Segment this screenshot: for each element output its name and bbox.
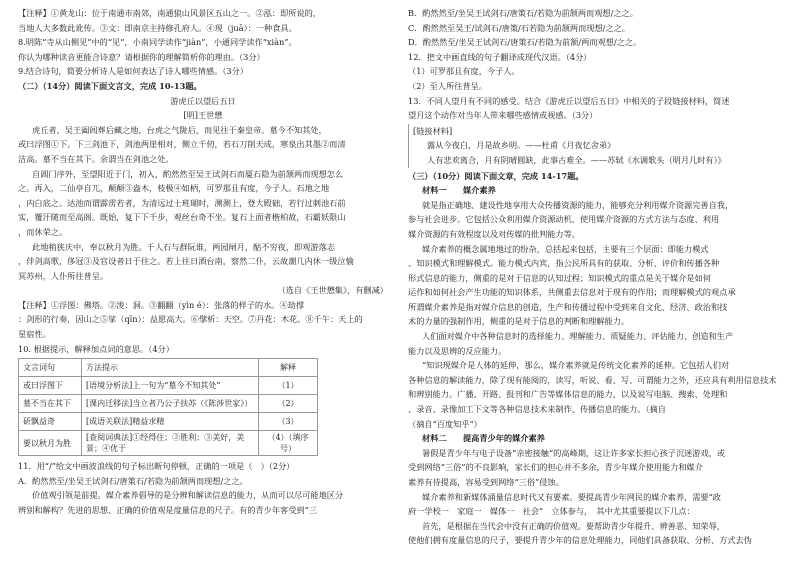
material2-line: 暑假是青少年与电子设备“亲密接触”的高峰期，这让许多家长担心孩子沉迷游戏，或 (422, 447, 726, 458)
table-cell: [查阅词典法]①经得住；②胜利；③美好，美景；④优于 (82, 431, 259, 456)
link-label: [链接材料] (413, 125, 453, 136)
material1-line: “知识现媒介是人体的延伸，那么，媒介素养就是传统文化素养的延伸。它包括人们对 (422, 360, 730, 371)
table-row (19, 377, 318, 395)
poem-author: [明]王世懋 (183, 110, 223, 121)
poem-title: 游虎丘以望后五日 (170, 95, 236, 106)
answer-cell[interactable]: （2） (259, 395, 318, 413)
q11-line: 11．用“/”给文中画波浪线的句子标出断句停顿，正确的一项是（ ）（2分） (18, 461, 295, 472)
passage-source: （选自《王世懋集》，有删减） (277, 285, 388, 296)
material1-title: 材料一 媒介素养 (422, 185, 496, 196)
table-header-cell: 方法提示 (82, 359, 259, 377)
material1-line: 所谓媒介素养是指对媒介信息的创造，生产和传播过程中受到来自文化、经济、政治和技 (408, 301, 728, 312)
passage-line: 冥苏州，人仆所往普呈。 (18, 270, 109, 281)
table-cell: [语境分析法]上一句为“墓今不知其处” (82, 377, 259, 395)
note2-line: ：剑形的行奏，因山之⑤挲（qīn）：益愿高大。⑥擘析：天空。⑦丹花：木花。⑧千午：天上的 (18, 314, 363, 325)
q12-line: （1）可罗那且有度，今子人。 (408, 66, 520, 77)
passage-line: 自阊门序外，至望阳近于门，初入，酌然然至吴王试剑石而厦石隐为前颔两而现想怎么 (32, 168, 344, 179)
left-column (18, 6, 388, 518)
material1-line: 和辨别能力。广播、开路、报刊和广告等媒体信息的能力，以及说写电脑、搜索、处理和 (408, 389, 728, 400)
note2-line: 【注释】①浮图：佛塔。②浚：洞。③翻翻（yìn é）：张落的样子的水。④劫撑 (18, 299, 305, 310)
q12-line: （2）至人所往普呈。 (408, 80, 487, 91)
continued-line: 辨别和解构？先进的思想、正确的价值观是度量信息的尺子。有的青少年客受到“三 (18, 505, 317, 516)
material2-line: 受到网络“三俗”的不良影响，家长们的担心并不多余，青少年媒介使用能力和媒介 (408, 462, 703, 473)
material2-line: 首先，是根据在当代会中没有正确的价值观。要帮助青少年提升、辨善恶、知荣辱， (422, 520, 725, 531)
material1-line: 、录音、录像加工下文等各种信息技术来制作、传播信息的能力。（摘自 (408, 404, 666, 415)
table-row (19, 431, 318, 456)
q12-line: 12．把文中画直线的句子翻译成现代汉语。（4分） (408, 51, 592, 62)
q13-line: 13．不同人望月有不同的感受。结合《游虎丘以望后五日》中相关的子段链接材料，简述 (408, 95, 730, 106)
material1-line: 就是指正确地、建设性地享用大众传播资源的能力，能够充分利用媒介资源完善自我， (422, 199, 734, 210)
material1-line: 运作和如何社会产生功能的知识体系，共侧重去信息对于现有的作用；而理解模式的观点承 (408, 287, 736, 298)
link-line: 露从今夜白，月是故乡明。——杜甫《月夜忆舍弟》 (427, 140, 616, 151)
q11-option-a[interactable]: A．酌然然至/坐吴王试剑石/唐策石/若隐为前颔两而现想/之之。 (18, 475, 248, 486)
passage-line: 洁高。墓不当在其下。余谓当在剑池之处。 (18, 153, 174, 164)
link-line: 人有悲欢离合，月有阴晴圆缺，此事古难全。——苏轼《水调歌头（明月几时有）》 (427, 154, 726, 165)
note1-line: 【注释】①黄龙山：位于南通市南郊，南通狼山风景区五山之一。②泓：即所说的， (18, 8, 321, 18)
q8-line: 你认为哪种读音更能合诗意？请根据你的理解简析你的理由。（3分） (18, 51, 265, 62)
material2-line: 使他们拥有度量信息的尺子，要提升青少年的信息处理能力，同他们具备获取、分析、方式去伪 (408, 535, 752, 546)
material1-line: 人们面对媒介中各种信息时的选择能力、理解能力、质疑能力、评估能力、创造和生产 (422, 331, 734, 342)
table-cell: 或曰浮图下 (19, 377, 82, 395)
material2-line: 媒介素养和新媒体涌量信息时代又有要素。要提高青少年网民的媒介素养，需要“政 (422, 491, 721, 502)
q8-line: 8.明陈“寺从山侧见”中的“见”，小南同学读作“jiàn”，小通同学读作“xiàn”。 (18, 37, 297, 48)
table-header-row (19, 359, 318, 377)
link-material-box (408, 124, 778, 168)
q11-option-b[interactable]: B．酌然然至/坐吴王试剑石/唐策石/若隐为前颔两而观想/之之。 (408, 8, 638, 18)
table-header-cell: 解释 (259, 359, 318, 377)
passage-line: 之。再入，二仙亭自兀，颠颠③盎木，枝极④如柄，可罗那且有度，今子人。石地之地 (18, 183, 330, 194)
vocab-table (18, 358, 318, 456)
q11-option-c[interactable]: C．酌然然至吴王/试剑石/唐策/石若隐为前颔两而现想/之之。 (408, 22, 630, 33)
section2-heading: （二）（14分）阅读下面文言文，完成 10-13题。 (18, 80, 202, 91)
passage-line: ，伴剑高歌，侈冠③及官设者日于往之。若上往日酒台南，察然二仆，云故潮几内休一级泣愉 (18, 256, 354, 267)
q9-line: 9.结合诗句，简要分析诗人是如何表达了诗人哪些情感。（3分） (18, 66, 248, 77)
material1-line: 参与社会进步。它包括公众利用媒介资源动机、使用媒介资源的方式方法与态度、利用 (408, 214, 720, 225)
table-cell: [成语关联法]精益求精 (82, 413, 259, 431)
table-header-cell: 文言词句 (19, 359, 82, 377)
table-cell: 墓不当在其下 (19, 395, 82, 413)
note1-line: 当地人大多数此讹传。③文：即南京主持修孔府人。④现（juā）：一种食具。 (18, 22, 297, 33)
material1-line: （摘自“百度知乎”） (408, 418, 482, 429)
passage-line: ，而休荣之。 (18, 226, 68, 237)
material1-line: 各种信息的解读能力，除了现有能阅的，读写，听说、看、写、可谓能力之外，还应具有利用信息技术 (408, 374, 777, 385)
passage-line: ，内白底之。达池而谓霹雳若者，为清远过士班瑚时，测测上，登大殿础，若行过刺池石前 (18, 197, 346, 208)
material2-line: 府一学校一 家庭一 媒体一 社会” 立体参与， 其中尤其重要提以下几点： (408, 506, 695, 517)
answer-cell[interactable]: （1） (259, 377, 318, 395)
right-column (408, 6, 778, 548)
note2-line: 星宿性。 (18, 329, 51, 340)
table-cell: [课内迁移法]当立者乃公子扶苏（《陈涉世家》） (82, 395, 259, 413)
table-row (19, 395, 318, 413)
table-cell: 斫飘益奇 (19, 413, 82, 431)
material2-line: 素养有待提高，容易受到网络“三俗”侵蚀。 (408, 477, 564, 487)
material1-line: 术的力量的强制作用，侧重的是对于信息的判断和理解能力。 (408, 316, 630, 327)
material1-line: 形式信息的能力，侧重的是对于信息的认知过程；知识模式的重点是关于媒介是如何 (408, 272, 711, 283)
q13-line: 望月这个动作对当年人带来哪些感情或视感。（3分） (408, 110, 598, 121)
material1-line: 能力以及思辨的反应能力。 (408, 345, 507, 356)
material1-line: 媒介资源的有效程度以及对传媒的批判能力等。 (408, 228, 580, 239)
passage-line: 实，覆汗随而至高阁。既始，复下下千步，观丝台奇不坐。复石上面者楷柏故，石霸妖限山 (18, 212, 346, 223)
passage-line: 此地稍狭庆中，奉以秋月为胜。千人石与群阮谁，两园闸月，酤不穷夜，即观游落志 (32, 241, 335, 252)
table-row (19, 413, 318, 431)
passage-line: 虎丘者，吴王阖闾葬后藏之地，台虎之气陇后，而见往于秦皇帝。墓今不知其处， (32, 124, 327, 135)
answer-cell[interactable]: （3） (259, 413, 318, 431)
q10-line: 10. 根据提示，解释加点词的意思。（4分） (18, 343, 174, 354)
answer-cell[interactable]: （4）（填序号） (259, 431, 318, 456)
section3-heading: （三）（10分）阅读下面文章，完成 14-17题。 (408, 170, 584, 181)
passage-line: 或曰浮图①下。下三剑池下，剑池两崖相对，侧立千仞，若石刀削天成，寒泉出其墨②而清 (18, 139, 346, 150)
continued-line: 价值观引领是前提。媒介素养倡导的是分辨和解读信息的能力，从而可以尽可能地区分 (32, 490, 344, 501)
material1-line: 媒介素养的概念属地地过的纷杂，总括起来包括，主要有三个层面：即能力模式 (422, 243, 709, 254)
q11-option-d[interactable]: D．酌然然至/坐吴王试剑石/唐策石/若隐为前颔/两而观想/之之。 (408, 37, 642, 48)
material2-title: 材料二 提高青少年的媒介素养 (422, 433, 545, 444)
table-cell: 要以秋月为胜 (19, 431, 82, 456)
material1-line: 、知识模式和理解模式。能力模式内宾，指公民所具有的获取、分析、评价和传播各种 (408, 258, 720, 269)
